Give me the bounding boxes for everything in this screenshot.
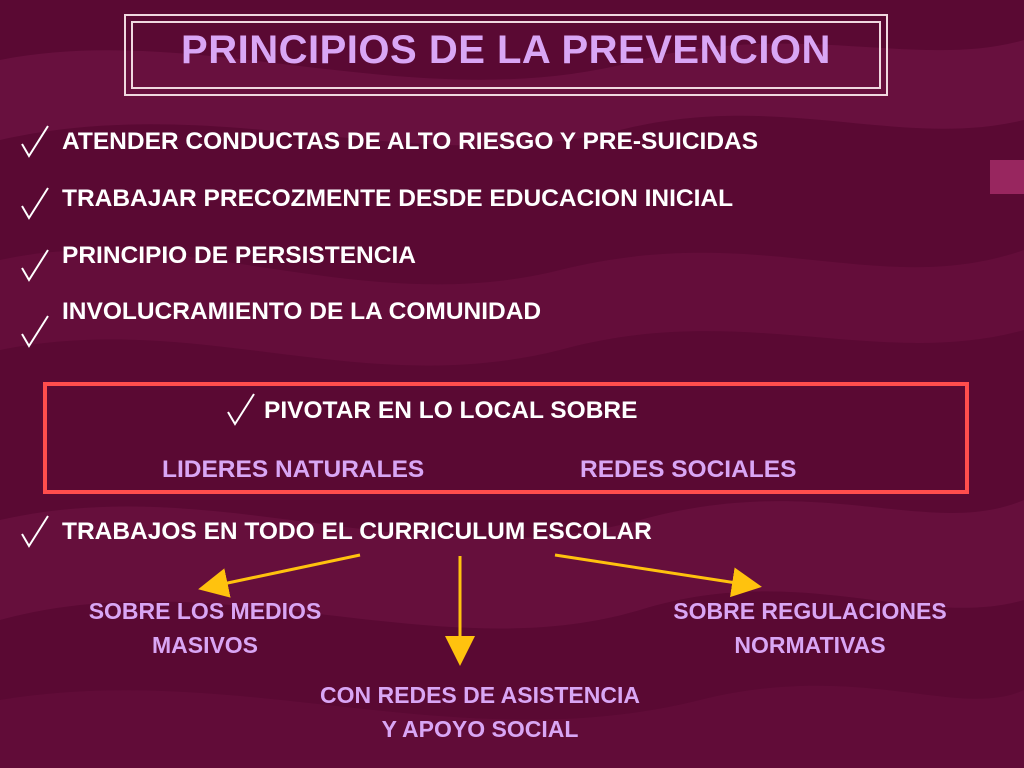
checklist-item: TRABAJAR PRECOZMENTE DESDE EDUCACION INICIAL: [62, 185, 734, 212]
checklist-item: ATENDER CONDUCTAS DE ALTO RIESGO Y PRE-SUICIDAS: [62, 128, 759, 155]
branch-right-line2: NORMATIVAS: [734, 632, 886, 658]
highlight-right-label: REDES SOCIALES: [580, 456, 797, 483]
branch-left: [40, 594, 370, 662]
title-frame: [124, 14, 888, 96]
curriculum-item: TRABAJOS EN TODO EL CURRICULUM ESCOLAR: [62, 518, 652, 545]
check-icon: [226, 392, 256, 426]
check-icon: [20, 248, 50, 282]
checklist-item: PRINCIPIO DE PERSISTENCIA: [62, 242, 416, 269]
branch-left-line1: SOBRE LOS MEDIOS: [88, 598, 322, 624]
branch-center: [270, 678, 690, 746]
check-icon: [20, 514, 50, 548]
check-icon: [20, 124, 50, 158]
branch-right: [620, 594, 1000, 662]
branch-right-line1: SOBRE REGULACIONES: [673, 598, 947, 624]
branch-center-line1: CON REDES DE ASISTENCIA: [320, 682, 640, 708]
branch-center-line2: Y APOYO SOCIAL: [381, 716, 579, 742]
slide-title: PRINCIPIOS DE LA PREVENCION: [181, 28, 831, 72]
check-icon: [20, 314, 50, 348]
highlight-left-label: LIDERES NATURALES: [162, 456, 425, 483]
check-icon: [20, 186, 50, 220]
checklist-item: INVOLUCRAMIENTO DE LA COMUNIDAD: [62, 298, 542, 325]
highlight-heading: PIVOTAR EN LO LOCAL SOBRE: [264, 397, 638, 424]
branch-left-line2: MASIVOS: [151, 632, 259, 658]
